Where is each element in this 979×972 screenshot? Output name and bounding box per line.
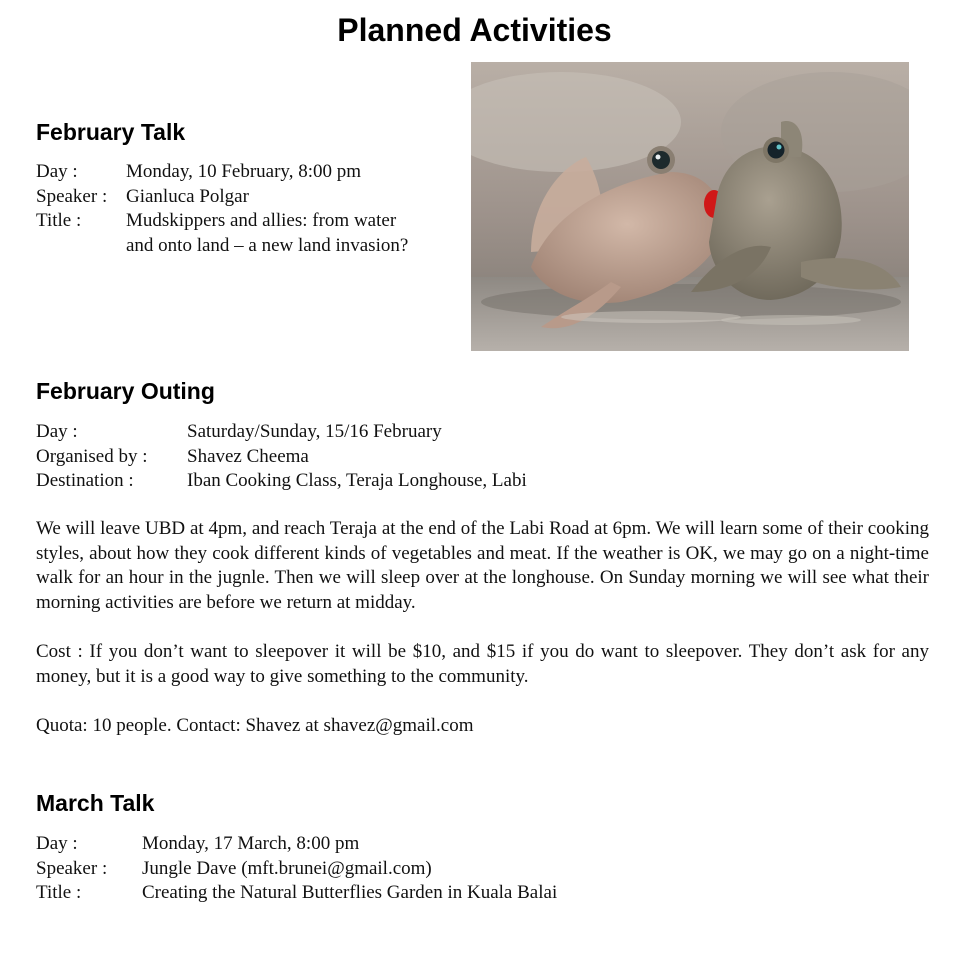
march-talk-heading: March Talk	[36, 790, 155, 816]
row-label: Organised by :	[36, 445, 148, 467]
row-label: Speaker :	[36, 185, 108, 207]
row-label: Day :	[36, 833, 78, 854]
february-talk-day-row	[36, 160, 408, 185]
february-outing-heading: February Outing	[36, 378, 215, 404]
march-talk-day-row	[36, 832, 557, 857]
february-talk-title-row	[36, 209, 408, 234]
february-outing-destination-row	[36, 469, 527, 494]
row-label: Day :	[36, 161, 78, 182]
page-title: Planned Activities	[337, 12, 612, 48]
row-label: Title :	[36, 210, 82, 231]
outing-description: We will leave UBD at 4pm, and reach Teraja at the end of the Labi Road at 6pm. We will learn some of their cooking styles, about how they cook different kinds of vegetables and meat. If the weather is OK, we may go on a night-time walk for an hour in the jugnle. Then we will sleep over at the longhouse. On Sunday morning we will see what their morning activities are before we return at midday.	[36, 518, 929, 613]
february-talk-title-continued	[36, 234, 408, 259]
row-value: Saturday/Sunday, 15/16 February	[187, 421, 442, 442]
february-outing-organiser-row	[36, 445, 527, 470]
row-label: Speaker :	[36, 857, 108, 879]
march-talk-speaker-row	[36, 857, 557, 882]
march-talk-title-row	[36, 881, 557, 906]
february-outing-details	[36, 420, 527, 494]
outing-quota: Quota: 10 people. Contact: Shavez at shavez@gmail.com	[36, 715, 474, 736]
row-value: Monday, 10 February, 8:00 pm	[126, 161, 362, 182]
row-value: Shavez Cheema	[187, 445, 309, 467]
february-talk-heading: February Talk	[36, 119, 186, 145]
row-value: Iban Cooking Class, Teraja Longhouse, Labi	[187, 470, 527, 491]
row-value: Creating the Natural Butterflies Garden in Kuala Balai	[142, 882, 558, 903]
mudskippers-photo	[471, 62, 909, 351]
february-talk-speaker-row	[36, 185, 408, 210]
row-label	[36, 234, 126, 259]
row-value: and onto land – a new land invasion?	[126, 234, 409, 256]
march-talk-details	[36, 832, 557, 906]
outing-cost: Cost : If you don’t want to sleepover it will be $10, and $15 if you do want to sleepover. They don’t ask for any money, but it is a good way to give something to the community.	[36, 641, 929, 687]
row-label: Destination :	[36, 470, 134, 491]
row-label: Title :	[36, 882, 82, 903]
row-value: Monday, 17 March, 8:00 pm	[142, 833, 360, 854]
february-outing-day-row	[36, 420, 527, 445]
february-talk-details	[36, 160, 408, 258]
row-value: Gianluca Polgar	[126, 185, 249, 207]
row-label: Day :	[36, 421, 78, 442]
row-value: Mudskippers and allies: from water	[126, 210, 397, 231]
row-value: Jungle Dave (mft.brunei@gmail.com)	[142, 857, 432, 879]
